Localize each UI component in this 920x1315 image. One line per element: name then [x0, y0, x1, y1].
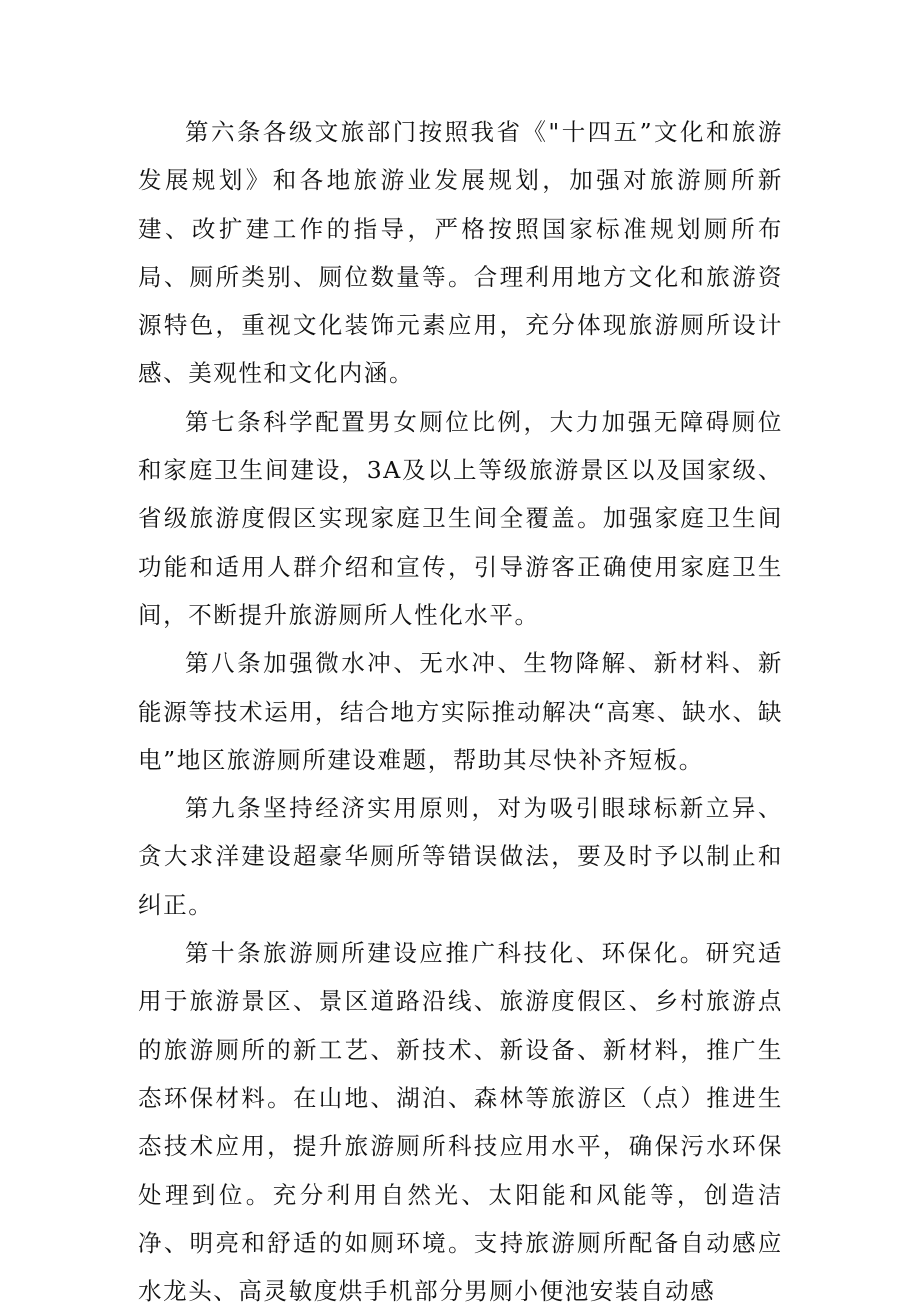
article-7-paragraph: 第七条科学配置男女厕位比例，大力加强无障碍厕位和家庭卫生间建设，3A及以上等级旅游景区以及国家级、省级旅游度假区实现家庭卫生间全覆盖。加强家庭卫生间功能和适用人群介绍和宣传，引导游客正确使用家庭卫生间，不断提升旅游厕所人性化水平。 [138, 407, 783, 629]
article-9-paragraph: 第九条坚持经济实用原则，对为吸引眼球标新立异、贪大求洋建设超豪华厕所等错误做法，要及时予以制止和纠正。 [138, 794, 783, 919]
document-body [138, 108, 783, 1315]
article-10-paragraph: 第十条旅游厕所建设应推广科技化、环保化。研究适用于旅游景区、景区道路沿线、旅游度假区、乡村旅游点的旅游厕所的新工艺、新技术、新设备、新材料，推广生态环保材料。在山地、湖泊、森林等旅游区（点）推进生态技术应用，提升旅游厕所科技应用水平，确保污水环保处理到位。充分利用自然光、太阳能和风能等，创造洁净、明亮和舒适的如厕环境。支持旅游厕所配备自动感应水龙头、高灵敏度烘手机部分男厕小便池安装自动感 [138, 939, 783, 1306]
article-6-paragraph: 第六条各级文旅部门按照我省《"十四五”文化和旅游发展规划》和各地旅游业发展规划，加强对旅游厕所新建、改扩建工作的指导，严格按照国家标准规划厕所布局、厕所类别、厕位数量等。合理利用地方文化和旅游资源特色，重视文化装饰元素应用，充分体现旅游厕所设计感、美观性和文化内涵。 [138, 118, 783, 388]
article-8-paragraph: 第八条加强微水冲、无水冲、生物降解、新材料、新能源等技术运用，结合地方实际推动解决“高寒、缺水、缺电”地区旅游厕所建设难题，帮助其尽快补齐短板。 [138, 649, 783, 774]
